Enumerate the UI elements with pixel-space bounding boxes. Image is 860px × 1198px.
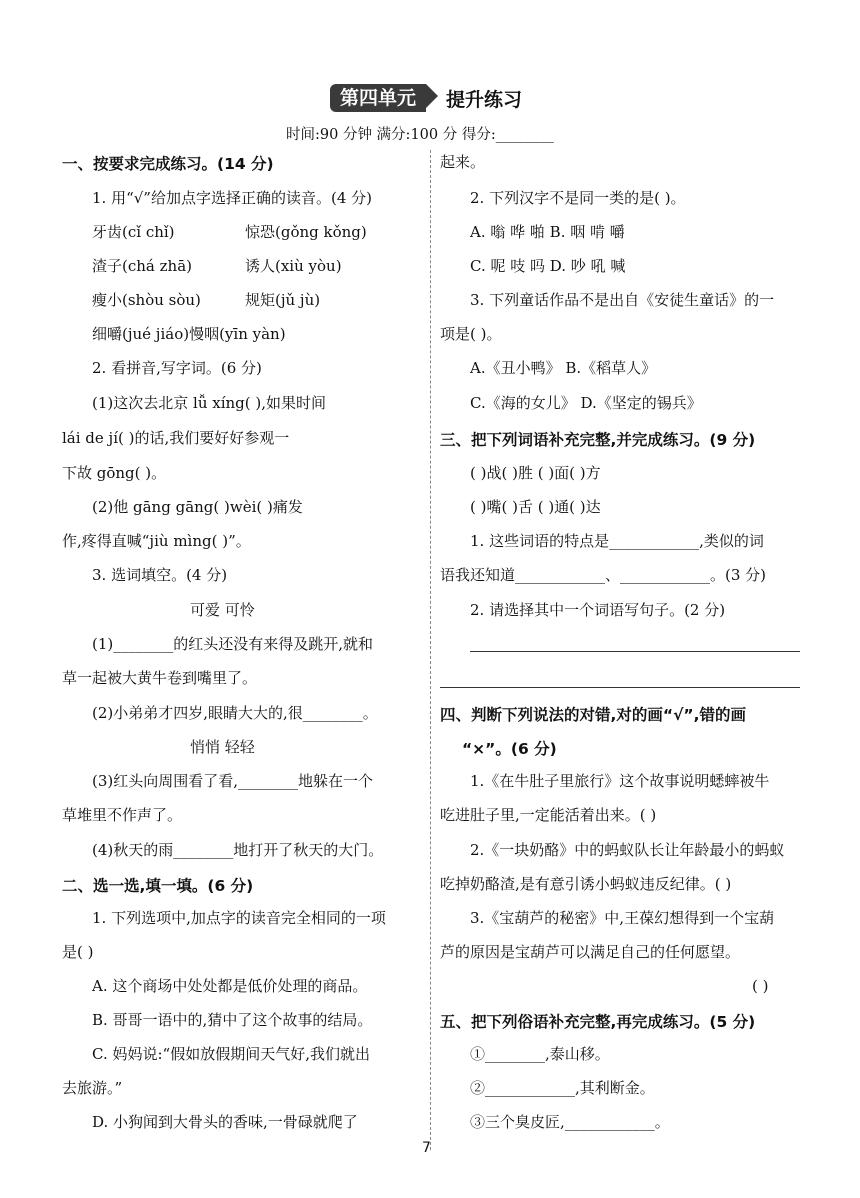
q3-text: 3. 选词填空。(4 分) [92,566,228,584]
q3-line-4: (3)红头向周围看了看,________地躲在一个 [92,772,374,790]
q43-line-2: 芦的原因是宝葫芦可以满足自己的任何愿望。 [440,943,741,961]
q1-item-d: 诱人(xiù yòu) [245,257,342,275]
q1-item-e: 瘦小(shòu sòu) [92,291,201,309]
page-title [330,84,522,112]
q21-option-c-cont: 去旅游。” [62,1079,123,1097]
column-divider [430,150,431,1150]
page-number: 7 [422,1140,431,1156]
q22-options-cd: C. 呢 吱 吗 D. 吵 吼 喊 [470,257,626,275]
q1-item-c: 渣子(chá zhā) [92,257,192,275]
q21-option-a: A. 这个商场中处处都是低价处理的商品。 [92,977,368,995]
answer-line-1 [470,651,800,652]
q41-line-1: 1.《在牛肚子里旅行》这个故事说明蟋蟀被牛 [470,772,770,790]
section-4-heading-cont: “×”。(6 分) [462,740,557,758]
q21-option-b: B. 哥哥一语中的,猜中了这个故事的结局。 [92,1011,373,1029]
q52-text: ②____________,其利断金。 [470,1079,655,1097]
q3-line-6: (4)秋天的雨________地打开了秋天的大门。 [92,841,384,859]
q3-line-3: (2)小弟弟才四岁,眼睛大大的,很________。 [92,704,378,722]
q22-options-ab: A. 嗡 哗 啪 B. 咽 啃 嚼 [470,223,625,241]
q2-line-1: (1)这次去北京 lǚ xíng( ),如果时间 [92,394,327,412]
q2-line-5: 作,疼得直喊“jiù mìng( )”。 [62,532,251,550]
q23-options-ab: A.《丑小鸭》 B.《稻草人》 [470,359,657,377]
q43-line-1: 3.《宝葫芦的秘密》中,王葆幻想得到一个宝葫 [470,909,775,927]
q41-line-2: 吃进肚子里,一定能活着出来。( ) [440,806,657,824]
q3-line-2: 草一起被大黄牛卷到嘴里了。 [62,669,258,687]
q1-text: 1. 用“√”给加点字选择正确的读音。(4 分) [92,189,372,207]
q31-line-1: 1. 这些词语的特点是____________,类似的词 [470,532,764,550]
idiom-row-1: ( )战( )胜 ( )面( )方 [470,464,601,482]
q51-text: ①________,泰山移。 [470,1045,610,1063]
q2-line-2: lái de jí( )的话,我们要好好参观一 [62,429,290,447]
q21-option-c: C. 妈妈说:“假如放假期间天气好,我们就出 [92,1045,370,1063]
idiom-row-2: ( )嘴( )舌 ( )通( )达 [470,498,601,516]
title-subtitle: 提升练习 [446,88,523,111]
q3-line-5: 草堆里不作声了。 [62,806,183,824]
q21-option-d-cont: 起来。 [440,153,486,171]
section-5-heading: 五、把下列俗语补充完整,再完成练习。(5 分) [440,1013,756,1031]
q23-line-1: 3. 下列童话作品不是出自《安徒生童话》的一 [470,291,775,309]
q3-words-2: 悄悄 轻轻 [190,738,255,756]
q1-item-a: 牙齿(cǐ chǐ) [92,223,175,241]
q23-line-2: 项是( )。 [440,325,502,343]
answer-line-2 [440,687,800,688]
q21-line-2: 是( ) [62,943,94,961]
q3-words-1: 可爱 可怜 [190,601,255,619]
q31-line-2: 语我还知道____________、____________。(3 分) [440,566,767,584]
unit-tag: 第四单元 [330,84,426,112]
q22-text: 2. 下列汉字不是同一类的是( )。 [470,189,686,207]
exam-info: 时间:90 分钟 满分:100 分 得分:________ [286,127,554,143]
q42-line-1: 2.《一块奶酪》中的蚂蚁队长让年龄最小的蚂蚁 [470,841,785,859]
section-2-heading: 二、选一选,填一填。(6 分) [62,877,254,895]
q2-line-4: (2)他 gāng gāng( )wèi( )痛发 [92,498,303,516]
q43-answer-paren: ( ) [752,977,769,995]
q23-options-cd: C.《海的女儿》 D.《坚定的锡兵》 [470,394,702,412]
q21-option-d: D. 小狗闻到大骨头的香味,一骨碌就爬了 [92,1113,358,1131]
q2-line-3: 下故 gōng( )。 [62,464,167,482]
section-4-heading: 四、判断下列说法的对错,对的画“√”,错的画 [440,706,746,724]
q3-line-1: (1)________的红头还没有来得及跳开,就和 [92,635,374,653]
q53-text: ③三个臭皮匠,____________。 [470,1113,670,1131]
q32-text: 2. 请选择其中一个词语写句子。(2 分) [470,601,726,619]
q42-line-2: 吃掉奶酪渣,是有意引诱小蚂蚁违反纪律。( ) [440,875,732,893]
q2-text: 2. 看拼音,写字词。(6 分) [92,359,262,377]
q1-item-g: 细嚼(jué jiáo)慢咽(yīn yàn) [92,325,286,343]
section-1-heading: 一、按要求完成练习。(14 分) [62,155,274,173]
section-3-heading: 三、把下列词语补充完整,并完成练习。(9 分) [440,431,756,449]
q1-item-b: 惊恐(gǒng kǒng) [245,223,367,241]
q1-item-f: 规矩(jǔ jù) [245,291,321,309]
q21-line-1: 1. 下列选项中,加点字的读音完全相同的一项 [92,909,386,927]
